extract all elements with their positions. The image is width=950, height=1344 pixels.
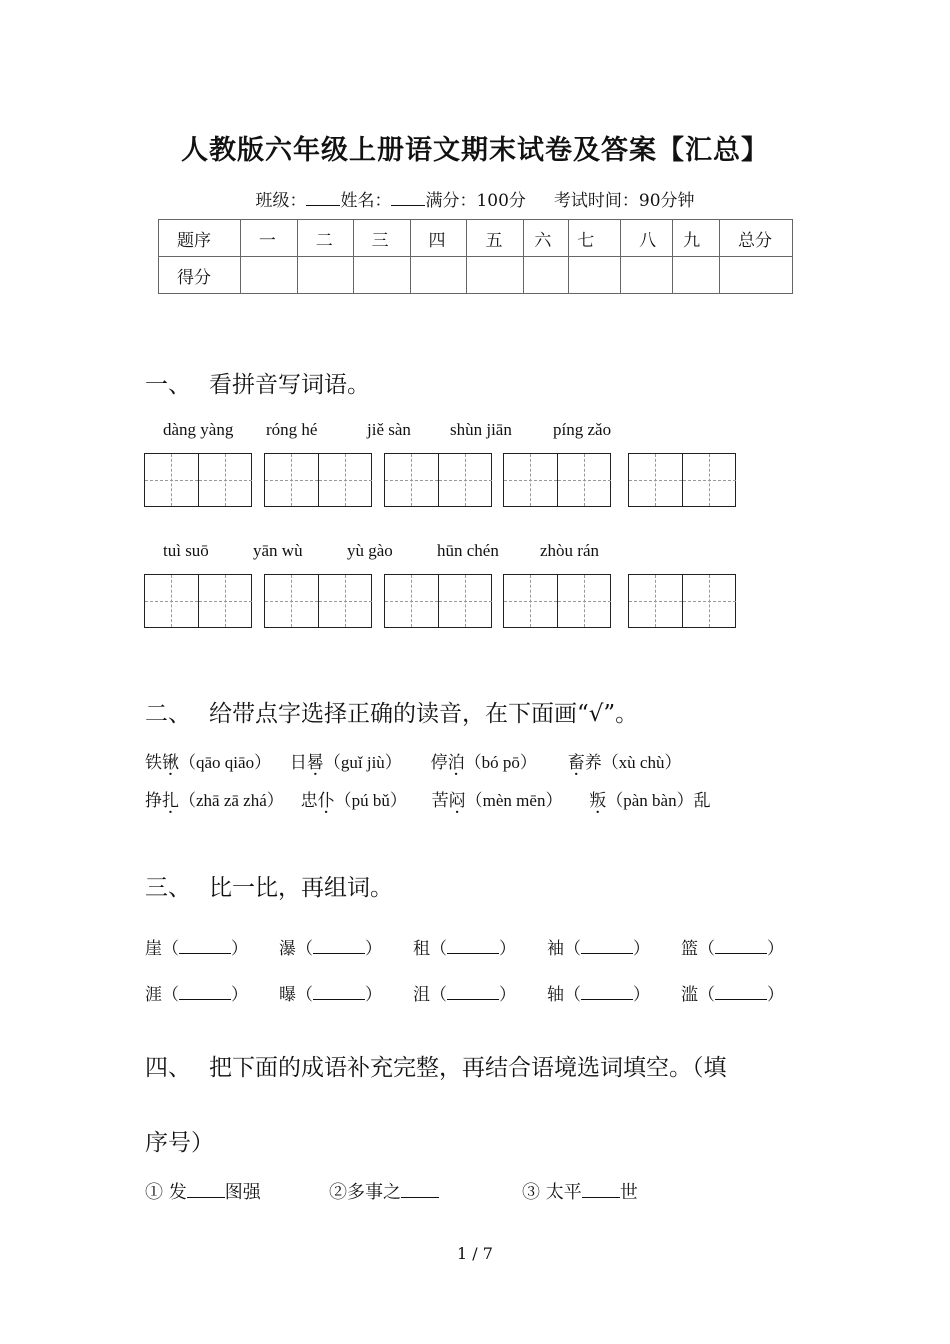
pinyin: dàng yàng xyxy=(163,420,234,439)
idiom-item[interactable]: ③ 太平 世 xyxy=(522,1182,638,1203)
class-blank[interactable] xyxy=(306,191,340,206)
pinyin: zhòu rán xyxy=(540,541,600,560)
score-cell[interactable] xyxy=(353,257,410,294)
pronunciation-item[interactable]: 停泊（bó pō） xyxy=(430,753,537,773)
pinyin: jiě sàn xyxy=(367,420,411,439)
pinyin: hūn chén xyxy=(437,541,499,560)
section1-number: 一、 xyxy=(145,372,191,398)
writing-grid[interactable] xyxy=(144,574,252,628)
score-cell[interactable] xyxy=(297,257,353,294)
pronunciation-item[interactable]: 畜养（xù chù） xyxy=(567,753,682,773)
section4-number: 四、 xyxy=(145,1055,191,1081)
compare-item[interactable]: 崖（ ） xyxy=(145,939,248,959)
section3-heading xyxy=(145,869,393,902)
section3-number: 三、 xyxy=(145,875,191,901)
section4-title-line1: 把下面的成语补充完整，再结合语境选词填空。（填 xyxy=(209,1055,727,1081)
writing-grid[interactable] xyxy=(628,574,736,628)
score-header-cell: 题序 xyxy=(159,220,241,257)
score-cell[interactable] xyxy=(240,257,297,294)
idiom-item[interactable]: ① 发 图强 xyxy=(145,1182,261,1203)
section4-heading xyxy=(145,1049,727,1082)
writing-grid[interactable] xyxy=(628,453,736,507)
score-header-cell: 三 xyxy=(353,220,410,257)
score-header-cell: 一 xyxy=(240,220,297,257)
compare-item[interactable]: 瀑（ ） xyxy=(279,939,382,959)
exam-info xyxy=(0,186,950,211)
score-cell[interactable] xyxy=(720,257,793,294)
exam-time: 考试时间：90分钟 xyxy=(553,191,695,211)
score-cell[interactable] xyxy=(673,257,720,294)
score-cell[interactable] xyxy=(467,257,524,294)
compare-item[interactable]: 曝（ ） xyxy=(279,985,382,1005)
pronunciation-item[interactable]: 苦闷（mèn mēn） xyxy=(431,791,563,811)
section4-title-line2: 序号） xyxy=(145,1130,214,1156)
pronunciation-item[interactable]: 叛（pàn bàn）乱 xyxy=(589,791,711,811)
writing-grid[interactable] xyxy=(264,453,372,507)
name-blank[interactable] xyxy=(391,191,425,206)
idiom-item[interactable]: ②多事之 xyxy=(329,1178,439,1204)
pinyin: píng zǎo xyxy=(553,420,612,439)
pronunciation-line-1 xyxy=(145,748,681,773)
score-header-cell: 总分 xyxy=(720,220,793,257)
section2-heading xyxy=(145,695,638,728)
pinyin: tuì suō xyxy=(163,541,209,560)
section2-number: 二、 xyxy=(145,701,191,727)
writing-grid[interactable] xyxy=(264,574,372,628)
pronunciation-item[interactable]: 日晷（guǐ jiù） xyxy=(289,753,402,773)
writing-grid[interactable] xyxy=(503,453,611,507)
section1-title: 看拼音写词语。 xyxy=(209,372,370,398)
score-cell[interactable] xyxy=(569,257,621,294)
section1-heading xyxy=(145,366,370,399)
writing-grid[interactable] xyxy=(384,453,492,507)
score-value-row xyxy=(159,257,793,294)
compare-item[interactable]: 袖（ ） xyxy=(547,939,650,959)
score-cell[interactable] xyxy=(621,257,673,294)
section2-title: 给带点字选择正确的读音，在下面画“√”。 xyxy=(209,701,639,727)
score-header-cell: 九 xyxy=(673,220,720,257)
compare-item[interactable]: 轴（ ） xyxy=(547,985,650,1005)
score-header-cell: 五 xyxy=(467,220,524,257)
score-row-label: 得分 xyxy=(159,257,241,294)
score-header-cell: 二 xyxy=(297,220,353,257)
compare-item[interactable]: 租（ ） xyxy=(413,939,516,959)
class-label: 班级： xyxy=(255,191,307,211)
compare-item[interactable]: 涯（ ） xyxy=(145,985,248,1005)
score-cell[interactable] xyxy=(410,257,467,294)
score-header-cell: 四 xyxy=(410,220,467,257)
score-cell[interactable] xyxy=(524,257,569,294)
score-table xyxy=(158,219,793,294)
pinyin: yù gào xyxy=(347,541,393,560)
score-header-cell: 八 xyxy=(621,220,673,257)
compare-item[interactable]: 沮（ ） xyxy=(413,985,516,1005)
compare-item[interactable]: 篮（ ） xyxy=(681,939,784,959)
score-header-cell: 六 xyxy=(524,220,569,257)
name-label: 姓名： xyxy=(340,191,392,211)
section3-title: 比一比，再组词。 xyxy=(209,875,393,901)
pronunciation-item[interactable]: 忠仆（pú bǔ） xyxy=(300,791,407,811)
score-header-cell: 七 xyxy=(569,220,621,257)
pinyin: róng hé xyxy=(266,420,318,439)
writing-grid[interactable] xyxy=(503,574,611,628)
score-header-row xyxy=(159,220,793,257)
pronunciation-item[interactable]: 铁锹（qāo qiāo） xyxy=(145,753,272,773)
pronunciation-item[interactable]: 挣扎（zhā zā zhá） xyxy=(145,791,284,811)
pinyin: yān wù xyxy=(253,541,303,560)
full-score: 满分：100分 xyxy=(425,191,526,211)
pronunciation-line-2 xyxy=(145,786,711,811)
page-title: 人教版六年级上册语文期末试卷及答案【汇总】 xyxy=(181,135,769,166)
compare-item[interactable]: 滥（ ） xyxy=(681,985,784,1005)
writing-grid[interactable] xyxy=(384,574,492,628)
pinyin: shùn jiān xyxy=(450,420,512,439)
page-number: 1 / 7 xyxy=(457,1244,493,1263)
writing-grid[interactable] xyxy=(144,453,252,507)
